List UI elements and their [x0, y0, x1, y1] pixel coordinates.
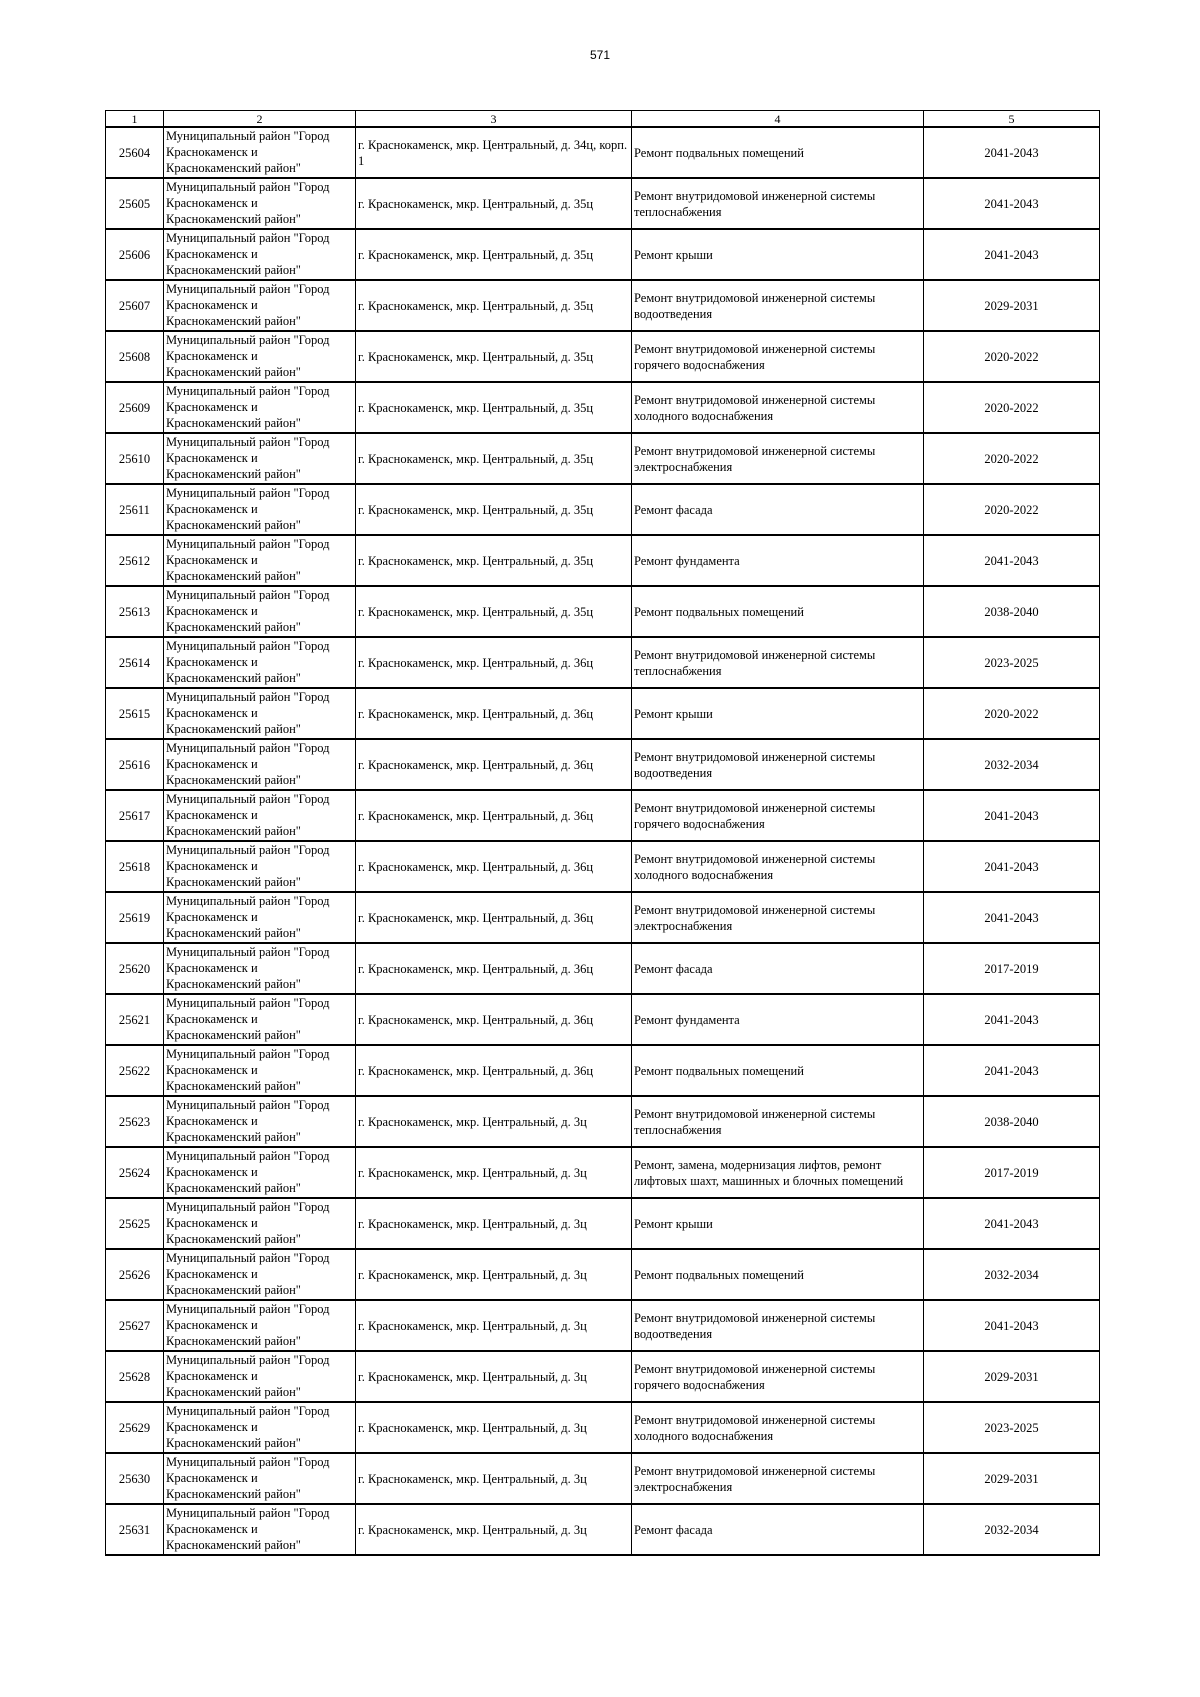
cell-municipality: Муниципальный район "Город Краснокаменск и Краснокаменский район"	[164, 892, 356, 943]
cell-number: 25630	[106, 1453, 164, 1504]
cell-period: 2020-2022	[924, 484, 1100, 535]
cell-municipality: Муниципальный район "Город Краснокаменск и Краснокаменский район"	[164, 1351, 356, 1402]
cell-work-type: Ремонт внутридомовой инженерной системы горячего водоснабжения	[632, 331, 924, 382]
cell-period: 2041-2043	[924, 892, 1100, 943]
cell-municipality: Муниципальный район "Город Краснокаменск и Краснокаменский район"	[164, 586, 356, 637]
table-row	[106, 1045, 1100, 1096]
cell-address: г. Краснокаменск, мкр. Центральный, д. 36ц	[356, 943, 632, 994]
cell-work-type: Ремонт внутридомовой инженерной системы горячего водоснабжения	[632, 1351, 924, 1402]
cell-address: г. Краснокаменск, мкр. Центральный, д. 36ц	[356, 1045, 632, 1096]
cell-period: 2041-2043	[924, 535, 1100, 586]
table-row	[106, 1351, 1100, 1402]
cell-municipality: Муниципальный район "Город Краснокаменск и Краснокаменский район"	[164, 1147, 356, 1198]
cell-work-type: Ремонт внутридомовой инженерной системы электроснабжения	[632, 1453, 924, 1504]
table-row	[106, 229, 1100, 280]
cell-municipality: Муниципальный район "Город Краснокаменск и Краснокаменский район"	[164, 229, 356, 280]
table-row	[106, 382, 1100, 433]
cell-municipality: Муниципальный район "Город Краснокаменск и Краснокаменский район"	[164, 1453, 356, 1504]
cell-work-type: Ремонт внутридомовой инженерной системы водоотведения	[632, 280, 924, 331]
cell-number: 25621	[106, 994, 164, 1045]
table-row	[106, 943, 1100, 994]
cell-work-type: Ремонт внутридомовой инженерной системы холодного водоснабжения	[632, 841, 924, 892]
cell-period: 2020-2022	[924, 688, 1100, 739]
table-row	[106, 1096, 1100, 1147]
cell-address: г. Краснокаменск, мкр. Центральный, д. 35ц	[356, 433, 632, 484]
table-row	[106, 790, 1100, 841]
cell-period: 2041-2043	[924, 1300, 1100, 1351]
cell-address: г. Краснокаменск, мкр. Центральный, д. 35ц	[356, 535, 632, 586]
cell-work-type: Ремонт подвальных помещений	[632, 1249, 924, 1300]
cell-address: г. Краснокаменск, мкр. Центральный, д. 35ц	[356, 229, 632, 280]
cell-municipality: Муниципальный район "Город Краснокаменск и Краснокаменский район"	[164, 637, 356, 688]
cell-number: 25606	[106, 229, 164, 280]
table-row	[106, 1300, 1100, 1351]
cell-period: 2032-2034	[924, 1249, 1100, 1300]
cell-number: 25628	[106, 1351, 164, 1402]
cell-work-type: Ремонт крыши	[632, 688, 924, 739]
cell-municipality: Муниципальный район "Город Краснокаменск и Краснокаменский район"	[164, 994, 356, 1045]
table-row	[106, 178, 1100, 229]
cell-address: г. Краснокаменск, мкр. Центральный, д. 35ц	[356, 382, 632, 433]
column-header-4: 4	[632, 111, 924, 128]
cell-number: 25605	[106, 178, 164, 229]
cell-address: г. Краснокаменск, мкр. Центральный, д. 3ц	[356, 1147, 632, 1198]
cell-number: 25610	[106, 433, 164, 484]
column-header-5: 5	[924, 111, 1100, 128]
cell-work-type: Ремонт внутридомовой инженерной системы теплоснабжения	[632, 178, 924, 229]
cell-municipality: Муниципальный район "Город Краснокаменск и Краснокаменский район"	[164, 1300, 356, 1351]
cell-number: 25625	[106, 1198, 164, 1249]
repair-schedule-table	[105, 110, 1100, 1556]
page-number: 571	[589, 48, 611, 62]
cell-address: г. Краснокаменск, мкр. Центральный, д. 36ц	[356, 994, 632, 1045]
table-row	[106, 1453, 1100, 1504]
cell-period: 2017-2019	[924, 943, 1100, 994]
table-row	[106, 535, 1100, 586]
cell-address: г. Краснокаменск, мкр. Центральный, д. 3ц	[356, 1300, 632, 1351]
cell-address: г. Краснокаменск, мкр. Центральный, д. 36ц	[356, 841, 632, 892]
cell-work-type: Ремонт подвальных помещений	[632, 586, 924, 637]
cell-number: 25619	[106, 892, 164, 943]
cell-municipality: Муниципальный район "Город Краснокаменск и Краснокаменский район"	[164, 1504, 356, 1555]
cell-municipality: Муниципальный район "Город Краснокаменск и Краснокаменский район"	[164, 1402, 356, 1453]
cell-address: г. Краснокаменск, мкр. Центральный, д. 3ц	[356, 1096, 632, 1147]
cell-work-type: Ремонт фасада	[632, 943, 924, 994]
cell-period: 2041-2043	[924, 790, 1100, 841]
cell-municipality: Муниципальный район "Город Краснокаменск и Краснокаменский район"	[164, 535, 356, 586]
cell-work-type: Ремонт внутридомовой инженерной системы электроснабжения	[632, 433, 924, 484]
cell-number: 25607	[106, 280, 164, 331]
column-header-2: 2	[164, 111, 356, 128]
cell-address: г. Краснокаменск, мкр. Центральный, д. 36ц	[356, 637, 632, 688]
cell-municipality: Муниципальный район "Город Краснокаменск и Краснокаменский район"	[164, 1045, 356, 1096]
cell-address: г. Краснокаменск, мкр. Центральный, д. 35ц	[356, 178, 632, 229]
cell-address: г. Краснокаменск, мкр. Центральный, д. 36ц	[356, 892, 632, 943]
cell-period: 2041-2043	[924, 994, 1100, 1045]
cell-address: г. Краснокаменск, мкр. Центральный, д. 3ц	[356, 1504, 632, 1555]
cell-work-type: Ремонт фасада	[632, 1504, 924, 1555]
cell-work-type: Ремонт фасада	[632, 484, 924, 535]
cell-period: 2041-2043	[924, 841, 1100, 892]
column-header-3: 3	[356, 111, 632, 128]
cell-period: 2020-2022	[924, 382, 1100, 433]
cell-number: 25613	[106, 586, 164, 637]
cell-period: 2041-2043	[924, 229, 1100, 280]
cell-work-type: Ремонт фундамента	[632, 535, 924, 586]
cell-number: 25629	[106, 1402, 164, 1453]
cell-period: 2029-2031	[924, 1351, 1100, 1402]
cell-number: 25620	[106, 943, 164, 994]
cell-municipality: Муниципальный район "Город Краснокаменск и Краснокаменский район"	[164, 943, 356, 994]
cell-municipality: Муниципальный район "Город Краснокаменск и Краснокаменский район"	[164, 127, 356, 178]
cell-municipality: Муниципальный район "Город Краснокаменск и Краснокаменский район"	[164, 331, 356, 382]
cell-work-type: Ремонт внутридомовой инженерной системы холодного водоснабжения	[632, 1402, 924, 1453]
cell-period: 2029-2031	[924, 280, 1100, 331]
cell-work-type: Ремонт внутридомовой инженерной системы электроснабжения	[632, 892, 924, 943]
cell-address: г. Краснокаменск, мкр. Центральный, д. 34ц, корп. 1	[356, 127, 632, 178]
cell-address: г. Краснокаменск, мкр. Центральный, д. 35ц	[356, 484, 632, 535]
cell-number: 25614	[106, 637, 164, 688]
cell-period: 2023-2025	[924, 1402, 1100, 1453]
cell-number: 25627	[106, 1300, 164, 1351]
cell-number: 25616	[106, 739, 164, 790]
cell-number: 25631	[106, 1504, 164, 1555]
cell-municipality: Муниципальный район "Город Краснокаменск и Краснокаменский район"	[164, 688, 356, 739]
cell-work-type: Ремонт внутридомовой инженерной системы теплоснабжения	[632, 1096, 924, 1147]
cell-period: 2041-2043	[924, 1198, 1100, 1249]
cell-work-type: Ремонт фундамента	[632, 994, 924, 1045]
cell-municipality: Муниципальный район "Город Краснокаменск и Краснокаменский район"	[164, 841, 356, 892]
cell-address: г. Краснокаменск, мкр. Центральный, д. 35ц	[356, 586, 632, 637]
cell-address: г. Краснокаменск, мкр. Центральный, д. 36ц	[356, 790, 632, 841]
cell-address: г. Краснокаменск, мкр. Центральный, д. 3ц	[356, 1351, 632, 1402]
cell-municipality: Муниципальный район "Город Краснокаменск и Краснокаменский район"	[164, 1249, 356, 1300]
cell-number: 25609	[106, 382, 164, 433]
cell-number: 25618	[106, 841, 164, 892]
table-row	[106, 484, 1100, 535]
cell-work-type: Ремонт внутридомовой инженерной системы холодного водоснабжения	[632, 382, 924, 433]
cell-period: 2041-2043	[924, 127, 1100, 178]
cell-work-type: Ремонт внутридомовой инженерной системы водоотведения	[632, 739, 924, 790]
cell-number: 25623	[106, 1096, 164, 1147]
cell-period: 2032-2034	[924, 739, 1100, 790]
table-row	[106, 433, 1100, 484]
cell-period: 2020-2022	[924, 331, 1100, 382]
cell-work-type: Ремонт подвальных помещений	[632, 127, 924, 178]
cell-work-type: Ремонт крыши	[632, 1198, 924, 1249]
table-row	[106, 1147, 1100, 1198]
cell-period: 2023-2025	[924, 637, 1100, 688]
cell-address: г. Краснокаменск, мкр. Центральный, д. 3ц	[356, 1198, 632, 1249]
cell-number: 25617	[106, 790, 164, 841]
table-row	[106, 331, 1100, 382]
cell-work-type: Ремонт, замена, модернизация лифтов, ремонт лифтовых шахт, машинных и блочных помещений	[632, 1147, 924, 1198]
cell-address: г. Краснокаменск, мкр. Центральный, д. 3ц	[356, 1453, 632, 1504]
cell-number: 25612	[106, 535, 164, 586]
cell-period: 2020-2022	[924, 433, 1100, 484]
cell-period: 2038-2040	[924, 586, 1100, 637]
table-row	[106, 1249, 1100, 1300]
cell-period: 2038-2040	[924, 1096, 1100, 1147]
cell-work-type: Ремонт внутридомовой инженерной системы водоотведения	[632, 1300, 924, 1351]
cell-address: г. Краснокаменск, мкр. Центральный, д. 35ц	[356, 331, 632, 382]
cell-municipality: Муниципальный район "Город Краснокаменск и Краснокаменский район"	[164, 280, 356, 331]
cell-number: 25626	[106, 1249, 164, 1300]
cell-work-type: Ремонт подвальных помещений	[632, 1045, 924, 1096]
cell-address: г. Краснокаменск, мкр. Центральный, д. 36ц	[356, 688, 632, 739]
cell-municipality: Муниципальный район "Город Краснокаменск и Краснокаменский район"	[164, 178, 356, 229]
table-row	[106, 637, 1100, 688]
cell-work-type: Ремонт внутридомовой инженерной системы горячего водоснабжения	[632, 790, 924, 841]
cell-number: 25624	[106, 1147, 164, 1198]
header-row	[106, 111, 1100, 128]
cell-number: 25622	[106, 1045, 164, 1096]
cell-period: 2032-2034	[924, 1504, 1100, 1555]
cell-number: 25611	[106, 484, 164, 535]
cell-municipality: Муниципальный район "Город Краснокаменск и Краснокаменский район"	[164, 484, 356, 535]
table-row	[106, 739, 1100, 790]
cell-number: 25615	[106, 688, 164, 739]
cell-address: г. Краснокаменск, мкр. Центральный, д. 36ц	[356, 739, 632, 790]
table-row	[106, 994, 1100, 1045]
cell-work-type: Ремонт крыши	[632, 229, 924, 280]
cell-municipality: Муниципальный район "Город Краснокаменск и Краснокаменский район"	[164, 1096, 356, 1147]
table-row	[106, 1198, 1100, 1249]
cell-number: 25608	[106, 331, 164, 382]
table-row	[106, 688, 1100, 739]
cell-address: г. Краснокаменск, мкр. Центральный, д. 3ц	[356, 1249, 632, 1300]
table-row	[106, 280, 1100, 331]
table-header	[106, 111, 1100, 128]
table-body	[106, 127, 1100, 1555]
cell-period: 2029-2031	[924, 1453, 1100, 1504]
table-row	[106, 1504, 1100, 1555]
table-row	[106, 841, 1100, 892]
cell-period: 2041-2043	[924, 1045, 1100, 1096]
table-row	[106, 127, 1100, 178]
cell-municipality: Муниципальный район "Город Краснокаменск и Краснокаменский район"	[164, 739, 356, 790]
table-row	[106, 892, 1100, 943]
table-row	[106, 1402, 1100, 1453]
cell-work-type: Ремонт внутридомовой инженерной системы теплоснабжения	[632, 637, 924, 688]
cell-municipality: Муниципальный район "Город Краснокаменск и Краснокаменский район"	[164, 382, 356, 433]
cell-period: 2017-2019	[924, 1147, 1100, 1198]
cell-address: г. Краснокаменск, мкр. Центральный, д. 3ц	[356, 1402, 632, 1453]
cell-municipality: Муниципальный район "Город Краснокаменск и Краснокаменский район"	[164, 1198, 356, 1249]
cell-municipality: Муниципальный район "Город Краснокаменск и Краснокаменский район"	[164, 790, 356, 841]
cell-address: г. Краснокаменск, мкр. Центральный, д. 35ц	[356, 280, 632, 331]
cell-period: 2041-2043	[924, 178, 1100, 229]
cell-number: 25604	[106, 127, 164, 178]
table-row	[106, 586, 1100, 637]
cell-municipality: Муниципальный район "Город Краснокаменск и Краснокаменский район"	[164, 433, 356, 484]
column-header-1: 1	[106, 111, 164, 128]
